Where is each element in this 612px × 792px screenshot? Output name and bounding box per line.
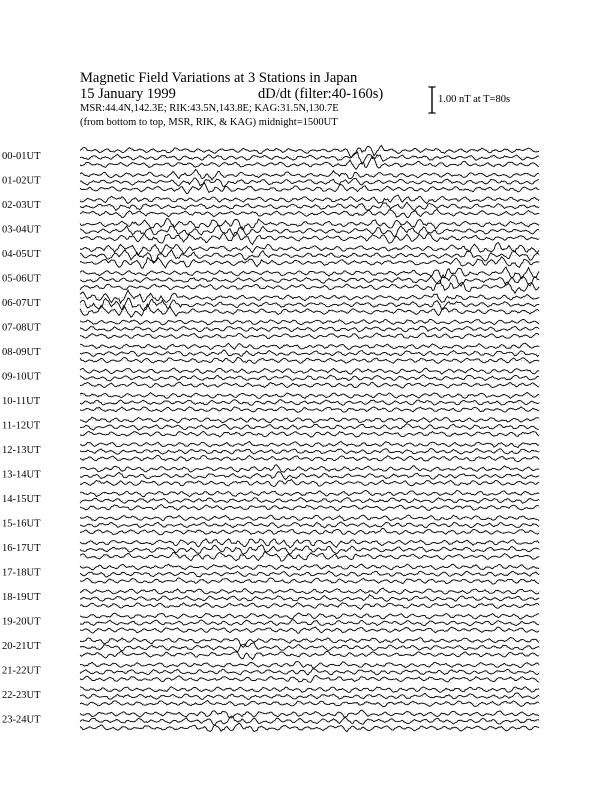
row-label-02-03UT: 02-03UT <box>2 200 41 211</box>
trace-08-09UT-KAG <box>80 343 539 349</box>
trace-13-14UT-RIK <box>80 472 539 480</box>
row-label-16-17UT: 16-17UT <box>2 543 41 554</box>
trace-13-14UT-MSR <box>80 479 539 486</box>
row-label-22-23UT: 22-23UT <box>2 690 41 701</box>
row-label-21-22UT: 21-22UT <box>2 665 41 677</box>
row-label-10-11UT: 10-11UT <box>2 396 41 407</box>
trace-05-06UT-RIK <box>80 275 539 286</box>
trace-01-02UT-MSR <box>80 183 539 194</box>
trace-22-23UT-RIK <box>80 693 539 700</box>
trace-20-21UT-RIK <box>80 643 539 652</box>
trace-14-15UT-RIK <box>80 497 539 503</box>
trace-10-11UT-KAG <box>80 392 539 398</box>
trace-23-24UT-MSR <box>80 723 539 732</box>
trace-06-07UT-MSR <box>80 304 539 317</box>
scale-label: 1.00 nT at T=80s <box>438 94 511 105</box>
row-label-11-12UT: 11-12UT <box>2 420 41 432</box>
trace-07-08UT-MSR <box>80 333 539 339</box>
chart-date: 15 January 1999 <box>80 86 176 102</box>
row-label-12-13UT: 12-13UT <box>2 445 41 456</box>
row-label-09-10UT: 09-10UT <box>2 371 41 383</box>
trace-15-16UT-MSR <box>80 528 539 534</box>
trace-order-note: (from bottom to top, MSR, RIK, & KAG) midnight=1500UT <box>80 117 338 128</box>
row-label-04-05UT: 04-05UT <box>2 249 41 260</box>
trace-01-02UT-RIK <box>80 178 539 187</box>
trace-21-22UT-KAG <box>80 662 539 669</box>
trace-20-21UT-KAG <box>80 638 539 648</box>
trace-13-14UT-KAG <box>80 465 539 472</box>
trace-16-17UT-RIK <box>80 545 539 555</box>
trace-03-04UT-MSR <box>80 232 539 244</box>
row-label-05-06UT: 05-06UT <box>2 273 41 285</box>
trace-18-19UT-RIK <box>80 595 539 602</box>
row-label-14-15UT: 14-15UT <box>2 494 41 505</box>
row-label-03-04UT: 03-04UT <box>2 224 41 236</box>
row-label-20-21UT: 20-21UT <box>2 641 41 652</box>
row-label-00-01UT: 00-01UT <box>2 151 41 162</box>
row-label-01-02UT: 01-02UT <box>2 175 41 187</box>
trace-08-09UT-MSR <box>80 357 539 363</box>
trace-08-09UT-RIK <box>80 350 539 357</box>
trace-05-06UT-MSR <box>80 280 539 293</box>
trace-18-19UT-MSR <box>80 603 539 610</box>
trace-00-01UT-RIK <box>80 152 539 164</box>
row-label-18-19UT: 18-19UT <box>2 592 41 603</box>
trace-23-24UT-RIK <box>80 716 539 725</box>
trace-20-21UT-MSR <box>80 651 539 659</box>
row-label-19-20UT: 19-20UT <box>2 616 41 628</box>
trace-14-15UT-KAG <box>80 491 539 497</box>
trace-06-07UT-RIK <box>80 298 539 310</box>
trace-19-20UT-KAG <box>80 613 539 619</box>
trace-18-19UT-KAG <box>80 588 539 594</box>
trace-01-02UT-KAG <box>80 170 539 180</box>
trace-03-04UT-KAG <box>80 218 539 229</box>
row-label-17-18UT: 17-18UT <box>2 567 41 579</box>
trace-19-20UT-RIK <box>80 620 539 626</box>
chart-title: Magnetic Field Variations at 3 Stations in Japan <box>80 70 358 86</box>
station-coordinates: MSR:44.4N,142.3E; RIK:43.5N,143.8E; KAG:31.5N,130.7E <box>80 103 339 114</box>
trace-11-12UT-MSR <box>80 431 539 437</box>
trace-16-17UT-KAG <box>80 539 539 548</box>
row-label-15-16UT: 15-16UT <box>2 518 41 530</box>
trace-06-07UT-KAG <box>80 290 539 303</box>
row-label-23-24UT: 23-24UT <box>2 714 41 726</box>
row-label-13-14UT: 13-14UT <box>2 469 41 481</box>
row-label-07-08UT: 07-08UT <box>2 322 41 334</box>
trace-02-03UT-KAG <box>80 195 539 204</box>
row-label-06-07UT: 06-07UT <box>2 298 41 309</box>
row-label-08-09UT: 08-09UT <box>2 347 41 358</box>
trace-16-17UT-MSR <box>80 552 539 561</box>
trace-10-11UT-MSR <box>80 407 539 413</box>
chart-component: dD/dt (filter:40-160s) <box>258 86 384 102</box>
